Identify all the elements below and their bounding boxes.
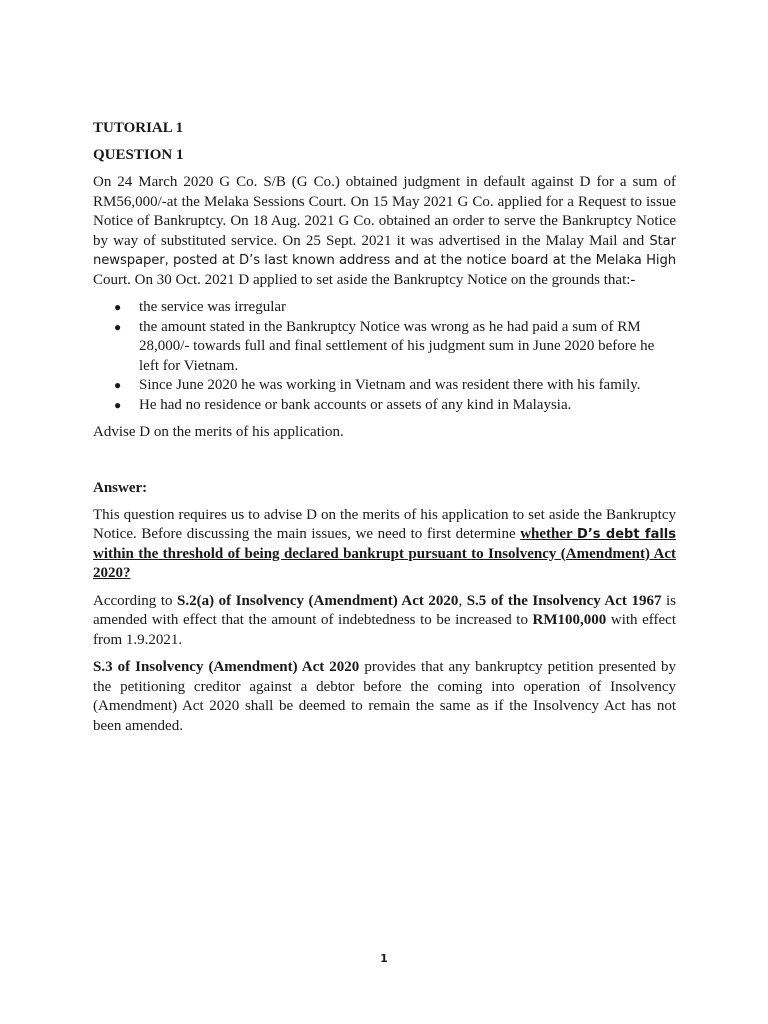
list-item: ● Since June 2020 he was working in Vietnam and was resident there with his family. — [93, 376, 676, 396]
answer-paragraph-3: S.3 of Insolvency (Amendment) Act 2020 provides that any bankruptcy petition presented by the petitioning creditor against a debtor before the coming into operation of Insolvency (Amendment) Act 2020 shall be deemed to remain the same as if the Insolvency Act has not been amended. — [93, 659, 676, 734]
answer-paragraph-2: According to S.2(a) of Insolvency (Amendment) Act 2020, S.5 of the Insolvency Act 1967 is amended with effect that the amount of indebtedness to be increased to RM100,000 with effect from 1.9.2021. — [93, 592, 676, 648]
list-item: ● the service was irregular — [93, 298, 676, 318]
grounds-list — [93, 298, 676, 415]
question-text-part2: Star newspaper, posted at D’s last known address and at the notice board at the Melaka High — [93, 233, 676, 268]
bullet-icon: ● — [114, 397, 122, 412]
threshold-amount: RM100,000 — [532, 612, 607, 628]
bullet-icon: ● — [114, 319, 122, 334]
question-paragraph — [93, 173, 676, 290]
statute-ref: S.5 of the Insolvency Act 1967 — [466, 592, 662, 609]
statute-ref: S.3 of Insolvency (Amendment) Act 2020 — [93, 659, 360, 675]
page-number: 1 — [380, 952, 388, 965]
statute-ref: S.2(a) of Insolvency (Amendment) Act 2020 — [177, 592, 459, 609]
threshold-question: whether D’s debt falls within the threshold of being declared bankrupt pursuant to Insolvency (Amendment) Act 2020? — [93, 526, 676, 581]
section-spacer — [93, 451, 676, 479]
tutorial-title: TUTORIAL 1 — [93, 120, 184, 136]
answer-paragraph-1: This question requires us to advise D on the merits of his application to set aside the Bankruptcy Notice. Before discussing the main issues, we need to first determine whether D’s debt falls within the threshold of being declared bankrupt pursuant to Insolvency (Amendment) Act 2020? — [93, 506, 676, 581]
question-title: QUESTION 1 — [93, 147, 184, 163]
document-page — [93, 119, 676, 744]
list-item: ● He had no residence or bank accounts or assets of any kind in Malaysia. — [93, 396, 676, 416]
bullet-icon: ● — [114, 300, 122, 314]
list-item: ● the amount stated in the Bankruptcy Notice was wrong as he had paid a sum of RM 28,000/- towards full and final settlement of his judgment sum in June 2020 before he left for Vietnam. — [114, 318, 655, 374]
question-text-part3: Court. On 30 Oct. 2021 D applied to set aside the Bankruptcy Notice on the grounds that:- — [93, 271, 636, 288]
question-text-part1: On 24 March 2020 G Co. S/B (G Co.) obtained judgment in default against D for a sum of RM56,000/-at the Melaka Sessions Court. On 15 May 2021 G Co. applied for a Request to issue Notice of Bankruptcy. On 18 Aug. 2021 G Co. obtained an order to serve the Bankruptcy Notice by way of substituted service. On 25 Sept. 2021 it was advertised in the Malay Mail and — [93, 174, 676, 249]
bullet-icon: ● — [114, 378, 122, 392]
advise-instruction: Advise D on the merits of his application. — [93, 424, 344, 440]
answer-heading: Answer: — [93, 479, 148, 496]
